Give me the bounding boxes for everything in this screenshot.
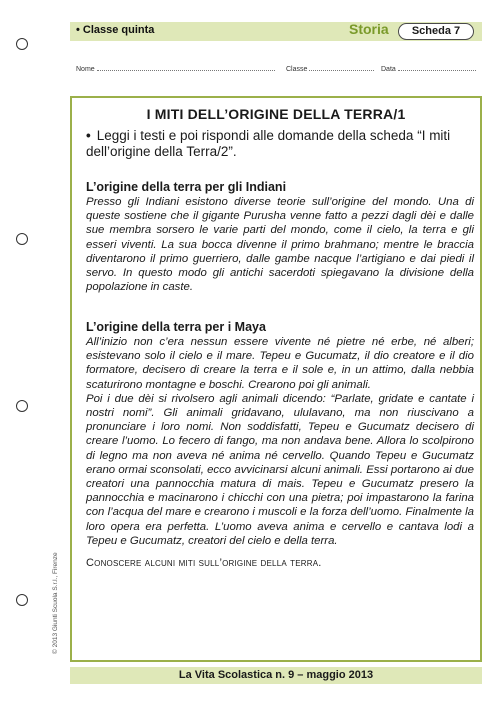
class-field[interactable] xyxy=(309,64,374,71)
footer-bar: La Vita Scolastica n. 9 – maggio 2013 xyxy=(70,667,482,684)
learning-objective xyxy=(86,556,474,570)
date-field[interactable] xyxy=(398,64,476,71)
binder-hole-4 xyxy=(16,594,28,606)
section-indians-heading: L’origine della terra per gli Indiani xyxy=(86,180,287,194)
copyright-notice: © 2013 Giunti Scuola S.r.l., Firenze xyxy=(52,552,59,654)
binder-hole-3 xyxy=(16,400,28,412)
class-label: • Classe quinta xyxy=(76,24,155,36)
binder-hole-1 xyxy=(16,38,28,50)
section-indians xyxy=(86,180,474,294)
instruction-bullet: • xyxy=(86,128,91,143)
instruction-text: Leggi i testi e poi rispondi alle domande della scheda “I miti dell’origine della Terra/2”. xyxy=(86,128,451,159)
class-field-label: Classe xyxy=(286,66,308,73)
document-title: I MITI DELL’ORIGINE DELLA TERRA/1 xyxy=(146,106,406,122)
date-label: Data xyxy=(381,66,396,73)
section-indians-text: Presso gli Indiani esistono diverse teorie sull’origine del mondo. Una di queste sostiene che il gigante Purusha venne fatto a pezzi dagli dèi e dalle sue membra sorsero le varie parti del mondo, come il cielo, la terra e gli esseri viventi. La sua bocca divenne il primo brahmano; mentre le braccia diventarono il primo guerriero, dalle gambe nacque l’artigiano e dai piedi il servo. In questo modo gli antichi sacerdoti spiegavano la divisione della popolazione in caste. xyxy=(86,196,474,294)
worksheet-badge: Scheda 7 xyxy=(398,23,474,40)
section-maya-text-1: All’inizio non c’era nessun essere vivente né pietre né erbe, né alberi; esistevano solo il cielo e il mare. Tepeu e Gucumatz, il dio creatore e il dio formatore, decisero di creare la terra e il sole e, in un attimo, dalla nebbia scaturirono montagne e boschi. Crearono poi gli animali. xyxy=(86,336,474,391)
subject-label: Storia xyxy=(349,21,389,37)
section-maya xyxy=(86,320,474,570)
learning-objective-text: Conoscere alcuni miti sull’origine della terra. xyxy=(86,557,322,570)
instruction xyxy=(86,128,470,160)
name-label: Nome xyxy=(76,66,95,73)
section-maya-heading: L’origine della terra per i Maya xyxy=(86,320,266,334)
binder-hole-2 xyxy=(16,233,28,245)
section-maya-text-2: Poi i due dèi si rivolsero agli animali dicendo: “Parlate, gridate e cantate i nostri nomi”. Gli animali gridavano, ululavano, ma non riuscivano a pronunciare i loro nomi. Non soddisfatti, Tepeu e Gucumatz decisero di creare l’uomo. Lo fecero di fango, ma non andava bene. Allora lo scolpirono di legno ma non aveva né anima né cervello. Quando Tepeu e Gucumatz erano ormai sconsolati, ecco avvicinarsi alcuni animali. Essi portarono ai due creatori una pannocchia matura di mais. Tepeu e Gucumatz presero la pannocchia e macinarono i chicchi con una pietra; poi impastarono la farina con l’acqua del mare e crearono i muscoli e la forza dell’uomo. Finalmente la loro opera era perfetta. L’uomo aveva anima e cervello e cantava lodi a Tepeu e Gucumatz, creatori del cielo e della terra. xyxy=(86,392,474,547)
name-field[interactable] xyxy=(97,64,275,71)
content-frame xyxy=(70,96,482,662)
